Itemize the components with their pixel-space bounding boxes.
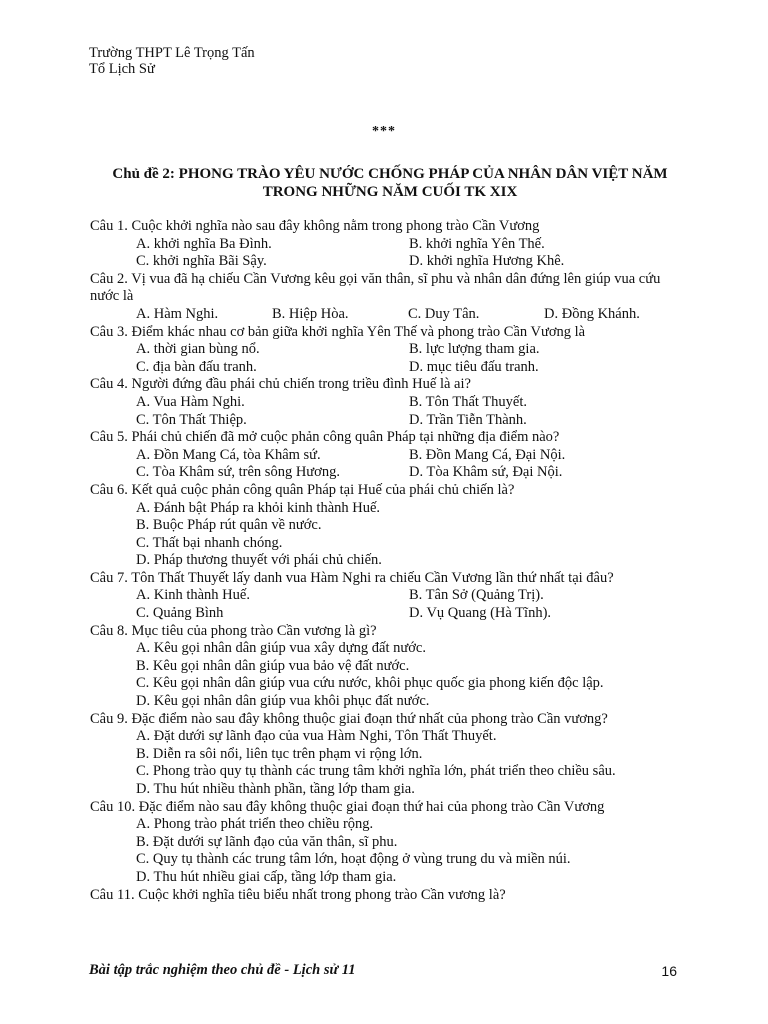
question-block bbox=[90, 324, 690, 377]
answer-option: C. Tòa Khâm sứ, trên sông Hương. bbox=[136, 464, 340, 481]
answer-options bbox=[90, 587, 690, 622]
answer-option: C. Tôn Thất Thiệp. bbox=[136, 411, 247, 428]
question-text: Câu 7. Tôn Thất Thuyết lấy danh vua Hàm Nghi ra chiếu Cần Vương lần thứ nhất tại đâu? bbox=[90, 569, 614, 586]
question-text: Câu 4. Người đứng đầu phái chủ chiến trong triều đình Huế là ai? bbox=[90, 376, 471, 393]
answer-option: A. thời gian bùng nổ. bbox=[136, 341, 260, 358]
answer-option: B. Đồn Mang Cá, Đại Nội. bbox=[409, 446, 566, 463]
answer-options bbox=[90, 306, 690, 324]
question-block bbox=[90, 271, 690, 324]
answer-option: D. Trần Tiễn Thành. bbox=[409, 411, 527, 428]
answer-option: C. Duy Tân. bbox=[408, 305, 480, 322]
question-block bbox=[90, 429, 690, 482]
answer-option: B. Buộc Pháp rút quân về nước. bbox=[136, 517, 322, 534]
answer-options bbox=[90, 816, 690, 886]
question-text: Câu 8. Mục tiêu của phong trào Cần vương là gì? bbox=[90, 622, 377, 639]
question-text: Câu 9. Đặc điểm nào sau đây không thuộc giai đoạn thứ nhất của phong trào Cần vương? bbox=[90, 710, 608, 727]
department-name: Tổ Lịch Sử bbox=[89, 61, 155, 77]
answer-options bbox=[90, 728, 690, 798]
question-text: Câu 11. Cuộc khởi nghĩa tiêu biểu nhất trong phong trào Cần vương là? bbox=[90, 886, 506, 903]
question-block bbox=[90, 482, 690, 570]
question-text: Câu 10. Đặc điểm nào sau đây không thuộc giai đoạn thứ hai của phong trào Cần Vương bbox=[90, 798, 605, 815]
answer-option: C. Kêu gọi nhân dân giúp vua cứu nước, khôi phục quốc gia phong kiến độc lập. bbox=[136, 675, 604, 692]
answer-options bbox=[90, 640, 690, 710]
answer-option: B. lực lượng tham gia. bbox=[409, 341, 540, 358]
answer-option: C. Quy tụ thành các trung tâm lớn, hoạt động ở vùng trung du và miền núi. bbox=[136, 851, 571, 868]
answer-option: A. Hàm Nghi. bbox=[136, 305, 219, 322]
question-block bbox=[90, 887, 690, 905]
topic-title-line1: Chủ đề 2: PHONG TRÀO YÊU NƯỚC CHỐNG PHÁP CỦA NHÂN DÂN VIỆT NĂM bbox=[112, 166, 668, 182]
question-text: Câu 2. Vị vua đã hạ chiếu Cần Vương kêu gọi văn thân, sĩ phu và nhân dân đứng lên giúp vua cứu nước là bbox=[90, 270, 661, 305]
answer-option: D. mục tiêu đấu tranh. bbox=[409, 358, 539, 375]
question-list bbox=[90, 218, 690, 904]
answer-option: A. Kinh thành Huế. bbox=[136, 587, 250, 604]
school-name: Trường THPT Lê Trọng Tấn bbox=[89, 45, 255, 61]
question-text: Câu 5. Phái chủ chiến đã mở cuộc phản công quân Pháp tại những địa điểm nào? bbox=[90, 429, 560, 446]
answer-option: C. địa bàn đấu tranh. bbox=[136, 358, 257, 375]
answer-option: B. Diễn ra sôi nổi, liên tục trên phạm vi rộng lớn. bbox=[136, 745, 423, 762]
answer-option: C. khởi nghĩa Bãi Sậy. bbox=[136, 253, 267, 270]
answer-option: A. Đánh bật Pháp ra khỏi kinh thành Huế. bbox=[136, 499, 381, 516]
answer-options bbox=[90, 341, 690, 376]
answer-option: B. Tân Sở (Quảng Trị). bbox=[409, 587, 544, 604]
answer-option: A. Kêu gọi nhân dân giúp vua xây dựng đất nước. bbox=[136, 640, 426, 657]
answer-options bbox=[90, 236, 690, 271]
answer-option: C. Thất bại nhanh chóng. bbox=[136, 534, 283, 551]
answer-option: A. khởi nghĩa Ba Đình. bbox=[136, 235, 272, 252]
question-text: Câu 6. Kết quả cuộc phản công quân Pháp tại Huế của phái chủ chiến là? bbox=[90, 481, 515, 498]
question-block bbox=[90, 623, 690, 711]
answer-option: A. Vua Hàm Nghi. bbox=[136, 393, 245, 410]
answer-options bbox=[90, 447, 690, 482]
question-block bbox=[90, 570, 690, 623]
answer-option: D. Đồng Khánh. bbox=[544, 305, 640, 322]
answer-option: D. Kêu gọi nhân dân giúp vua khôi phục đất nước. bbox=[136, 693, 430, 710]
answer-option: D. Thu hút nhiều giai cấp, tầng lớp tham gia. bbox=[136, 868, 397, 885]
answer-options bbox=[90, 394, 690, 429]
page-number: 16 bbox=[661, 963, 677, 979]
answer-option: B. khởi nghĩa Yên Thế. bbox=[409, 235, 545, 252]
separator: *** bbox=[372, 124, 396, 139]
question-block bbox=[90, 799, 690, 887]
question-block bbox=[90, 711, 690, 799]
answer-option: B. Đặt dưới sự lãnh đạo của văn thân, sĩ phu. bbox=[136, 833, 398, 850]
answer-option: B. Tôn Thất Thuyết. bbox=[409, 393, 528, 410]
question-block bbox=[90, 376, 690, 429]
answer-option: A. Phong trào phát triển theo chiều rộng. bbox=[136, 816, 374, 833]
answer-option: B. Hiệp Hòa. bbox=[272, 305, 349, 322]
answer-option: D. Vụ Quang (Hà Tĩnh). bbox=[409, 605, 552, 622]
question-block bbox=[90, 218, 690, 271]
topic-title-line2: TRONG NHỮNG NĂM CUỐI TK XIX bbox=[262, 184, 518, 200]
answer-options bbox=[90, 500, 690, 570]
question-text: Câu 3. Điểm khác nhau cơ bản giữa khởi nghĩa Yên Thế và phong trào Cần Vương là bbox=[90, 323, 586, 340]
answer-option: D. khởi nghĩa Hương Khê. bbox=[409, 253, 565, 270]
answer-option: C. Phong trào quy tụ thành các trung tâm khởi nghĩa lớn, phát triển theo chiều sâu. bbox=[136, 763, 616, 780]
answer-option: A. Đồn Mang Cá, tòa Khâm sứ. bbox=[136, 446, 321, 463]
answer-option: D. Pháp thương thuyết với phái chủ chiến. bbox=[136, 552, 382, 569]
footer-text: Bài tập trắc nghiệm theo chủ đề - Lịch sử 11 bbox=[89, 962, 356, 978]
answer-option: B. Kêu gọi nhân dân giúp vua bảo vệ đất nước. bbox=[136, 657, 410, 674]
answer-option: A. Đặt dưới sự lãnh đạo của vua Hàm Nghi, Tôn Thất Thuyết. bbox=[136, 728, 497, 745]
answer-option: D. Tòa Khâm sứ, Đại Nội. bbox=[409, 464, 563, 481]
question-text: Câu 1. Cuộc khởi nghĩa nào sau đây không nằm trong phong trào Cần Vương bbox=[90, 218, 540, 234]
answer-option: D. Thu hút nhiều thành phần, tầng lớp tham gia. bbox=[136, 781, 415, 797]
answer-option: C. Quảng Bình bbox=[136, 605, 224, 622]
